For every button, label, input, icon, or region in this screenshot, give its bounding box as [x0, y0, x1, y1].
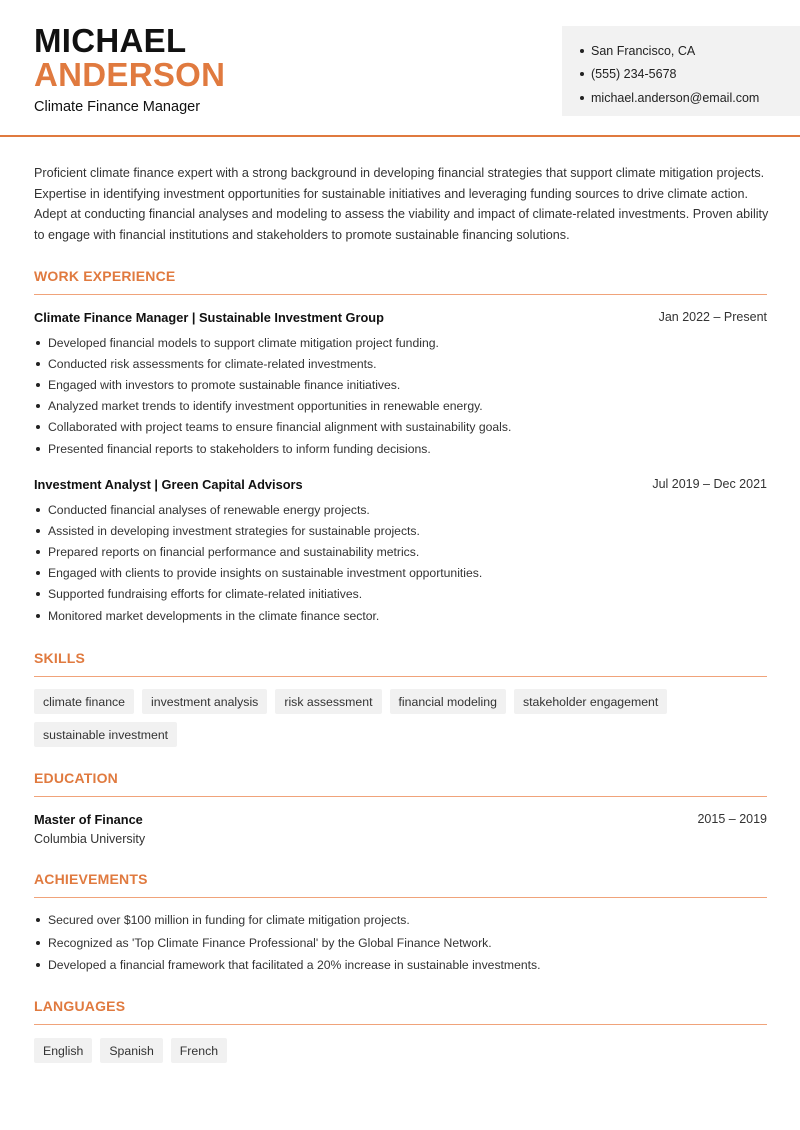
- list-item: [34, 417, 767, 438]
- list-item: [34, 541, 767, 562]
- section-title-education: EDUCATION: [34, 770, 767, 797]
- school-name: Columbia University: [34, 832, 146, 846]
- list-item: [34, 499, 767, 520]
- degree: Master of Finance: [34, 812, 143, 827]
- bullet-text: Engaged with clients to provide insights on sustainable investment opportunities.: [48, 566, 483, 581]
- list-item: [34, 932, 767, 955]
- language-chip: French: [171, 1038, 227, 1063]
- contact-phone: [580, 63, 800, 87]
- bullet-text: Developed financial models to support climate mitigation project funding.: [48, 335, 439, 350]
- bullet-icon: [36, 550, 40, 554]
- job-title: Climate Finance Manager: [34, 99, 201, 115]
- section-title-work: WORK EXPERIENCE: [34, 268, 767, 295]
- job-header: [34, 477, 767, 492]
- job-bullets: [34, 499, 767, 626]
- bullet-icon: [36, 383, 40, 387]
- bullet-text: Prepared reports on financial performance and sustainability metrics.: [48, 544, 420, 559]
- list-item: [34, 438, 767, 459]
- bullet-icon: [580, 49, 584, 53]
- bullet-text: Recognized as 'Top Climate Finance Professional' by the Global Finance Network.: [48, 935, 492, 950]
- list-item: [34, 909, 767, 932]
- education-header: [34, 812, 767, 827]
- bullet-icon: [36, 614, 40, 618]
- list-item: [34, 374, 767, 395]
- bullet-text: Supported fundraising efforts for climate-related initiatives.: [48, 587, 363, 602]
- bullet-text: Presented financial reports to stakeholders to inform funding decisions.: [48, 441, 431, 456]
- bullet-icon: [580, 72, 584, 76]
- job-role: Climate Finance Manager | Sustainable Investment Group: [34, 310, 384, 325]
- bullet-text: Monitored market developments in the climate finance sector.: [48, 608, 380, 623]
- location-text: San Francisco, CA: [591, 43, 696, 58]
- summary-paragraph: Proficient climate finance expert with a strong background in developing financial strategies that support climate mitigation projects. Expertise in identifying investment opportunities for sustainable initiatives and leveraging funding sources to drive climate action. Adept at conducting financial analyses and modeling to assess the viability and impact of climate-related investments. Proven ability to engage with financial institutions and stakeholders to promote sustainable financing solutions.: [34, 166, 769, 243]
- bullet-text: Secured over $100 million in funding for climate mitigation projects.: [48, 913, 410, 928]
- skill-chip: climate finance: [34, 689, 134, 714]
- job-header: [34, 310, 767, 325]
- job-role: Investment Analyst | Green Capital Advisors: [34, 477, 303, 492]
- education-dates: 2015 – 2019: [697, 812, 767, 826]
- list-item: [34, 605, 767, 626]
- section-title-skills: SKILLS: [34, 650, 767, 677]
- first-name: MICHAEL: [34, 22, 187, 59]
- phone-text: (555) 234-5678: [591, 67, 677, 82]
- skill-chip: stakeholder engagement: [514, 689, 667, 714]
- bullet-icon: [36, 529, 40, 533]
- section-title-languages: LANGUAGES: [34, 998, 767, 1025]
- language-chip: English: [34, 1038, 92, 1063]
- language-chip: Spanish: [100, 1038, 162, 1063]
- bullet-text: Conducted financial analyses of renewable energy projects.: [48, 502, 370, 517]
- list-item: [34, 520, 767, 541]
- list-item: [34, 584, 767, 605]
- skills-list: [34, 689, 767, 747]
- job-dates: Jan 2022 – Present: [658, 310, 767, 324]
- bullet-icon: [36, 571, 40, 575]
- bullet-icon: [36, 963, 40, 967]
- bullet-text: Conducted risk assessments for climate-related investments.: [48, 356, 377, 371]
- job-dates: Jul 2019 – Dec 2021: [652, 477, 767, 491]
- bullet-text: Analyzed market trends to identify investment opportunities in renewable energy.: [48, 399, 483, 414]
- skill-chip: investment analysis: [142, 689, 267, 714]
- bullet-icon: [36, 404, 40, 408]
- achievement-bullets: [34, 909, 767, 977]
- list-item: [34, 353, 767, 374]
- bullet-icon: [36, 508, 40, 512]
- section-title-achievements: ACHIEVEMENTS: [34, 871, 767, 898]
- list-item: [34, 332, 767, 353]
- list-item: [34, 954, 767, 977]
- bullet-icon: [36, 425, 40, 429]
- bullet-icon: [580, 96, 584, 100]
- list-item: [34, 563, 767, 584]
- contact-location: [580, 39, 800, 63]
- contact-email: [580, 86, 800, 110]
- bullet-icon: [36, 592, 40, 596]
- languages-list: [34, 1038, 767, 1063]
- job-bullets: [34, 332, 767, 459]
- contact-box: [562, 26, 800, 116]
- bullet-icon: [36, 362, 40, 366]
- bullet-icon: [36, 918, 40, 922]
- list-item: [34, 396, 767, 417]
- bullet-text: Collaborated with project teams to ensure financial alignment with sustainability goals.: [48, 420, 512, 435]
- bullet-icon: [36, 447, 40, 451]
- bullet-text: Engaged with investors to promote sustainable finance initiatives.: [48, 377, 401, 392]
- bullet-icon: [36, 941, 40, 945]
- email-text: michael.anderson@email.com: [591, 90, 760, 105]
- skill-chip: financial modeling: [390, 689, 506, 714]
- bullet-text: Assisted in developing investment strategies for sustainable projects.: [48, 523, 420, 538]
- bullet-icon: [36, 341, 40, 345]
- bullet-text: Developed a financial framework that facilitated a 20% increase in sustainable investments.: [48, 958, 541, 973]
- last-name: ANDERSON: [34, 56, 226, 93]
- resume-header: [0, 0, 800, 137]
- skill-chip: sustainable investment: [34, 722, 177, 747]
- skill-chip: risk assessment: [275, 689, 381, 714]
